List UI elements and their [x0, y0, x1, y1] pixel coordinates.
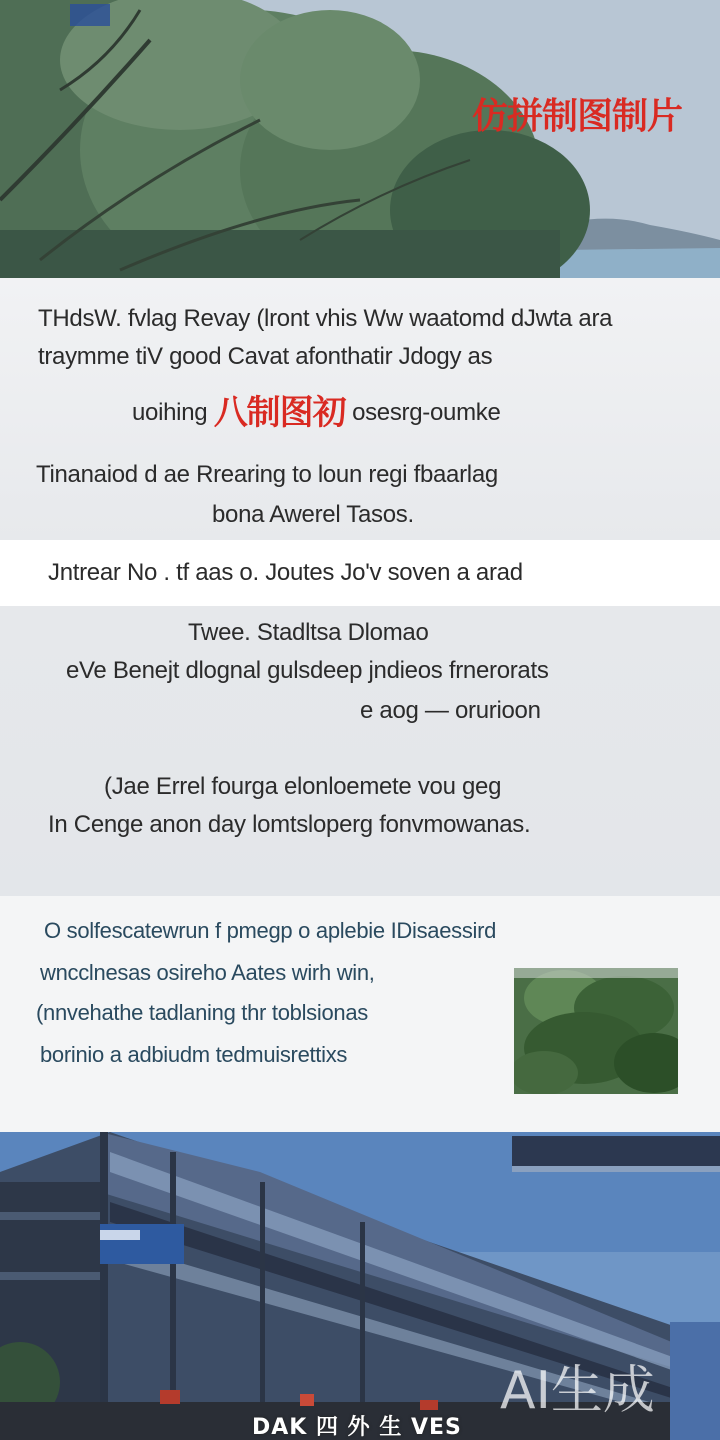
intro-line-5: bona Awerel Tasos.	[212, 501, 414, 528]
card-line-2: wncclnesas osireho Aates wirh win,	[40, 960, 375, 985]
intro-highlight: 八制图初	[213, 393, 346, 433]
middle-line-3: e aog — orurioon	[360, 697, 541, 724]
intro-line-3-suffix: osesrg-oumke	[352, 399, 501, 426]
middle-line-1: Twee. Stadltsa Dlomao	[188, 619, 429, 646]
tree-photo-icon	[514, 968, 678, 1094]
feature-card	[0, 896, 720, 1132]
band-text: Jntrear No . tf aas o. Joutes Jo'v soven a arad	[48, 559, 523, 586]
hero-title: 仿拼制图制片	[472, 96, 683, 137]
card-line-4: borinio a adbiudm tedmuisrettixs	[40, 1042, 348, 1067]
middle-section	[0, 606, 720, 896]
card-photo	[514, 968, 678, 1094]
intro-line-4: Tinanaiod d ae Rrearing to loun regi fbaarlag	[36, 461, 498, 488]
middle-line-5: In Cenge anon day lomtsloperg fonvmowanas.	[48, 811, 531, 838]
card-line-1: O solfescatewrun f pmegp o aplebie IDisaessird	[44, 918, 497, 943]
hero-banner	[0, 0, 720, 278]
highlight-band	[0, 540, 720, 606]
intro-line-2: traymme tiV good Cavat afonthatir Jdogy as	[38, 343, 493, 370]
station-caption: DAK 四 外 生 VES	[252, 1415, 462, 1440]
middle-line-4: (Jae Errel fourga elonloemete vou geg	[104, 773, 502, 800]
card-line-3: (nnvehathe tadlaning thr toblsionas	[36, 1000, 368, 1025]
intro-line-3-prefix: uoihing	[132, 399, 208, 426]
intro-section	[0, 278, 720, 540]
middle-line-2: eVe Benejt dlognal gulsdeep jndieos frnerorats	[66, 657, 549, 684]
forest-photo-icon	[0, 0, 720, 278]
intro-line-3	[132, 393, 501, 433]
intro-line-1: THdsW. fvlag Revay (lront vhis Ww waatomd dJwta ara	[38, 305, 613, 332]
ai-generated-watermark: AI生成	[500, 1361, 655, 1421]
